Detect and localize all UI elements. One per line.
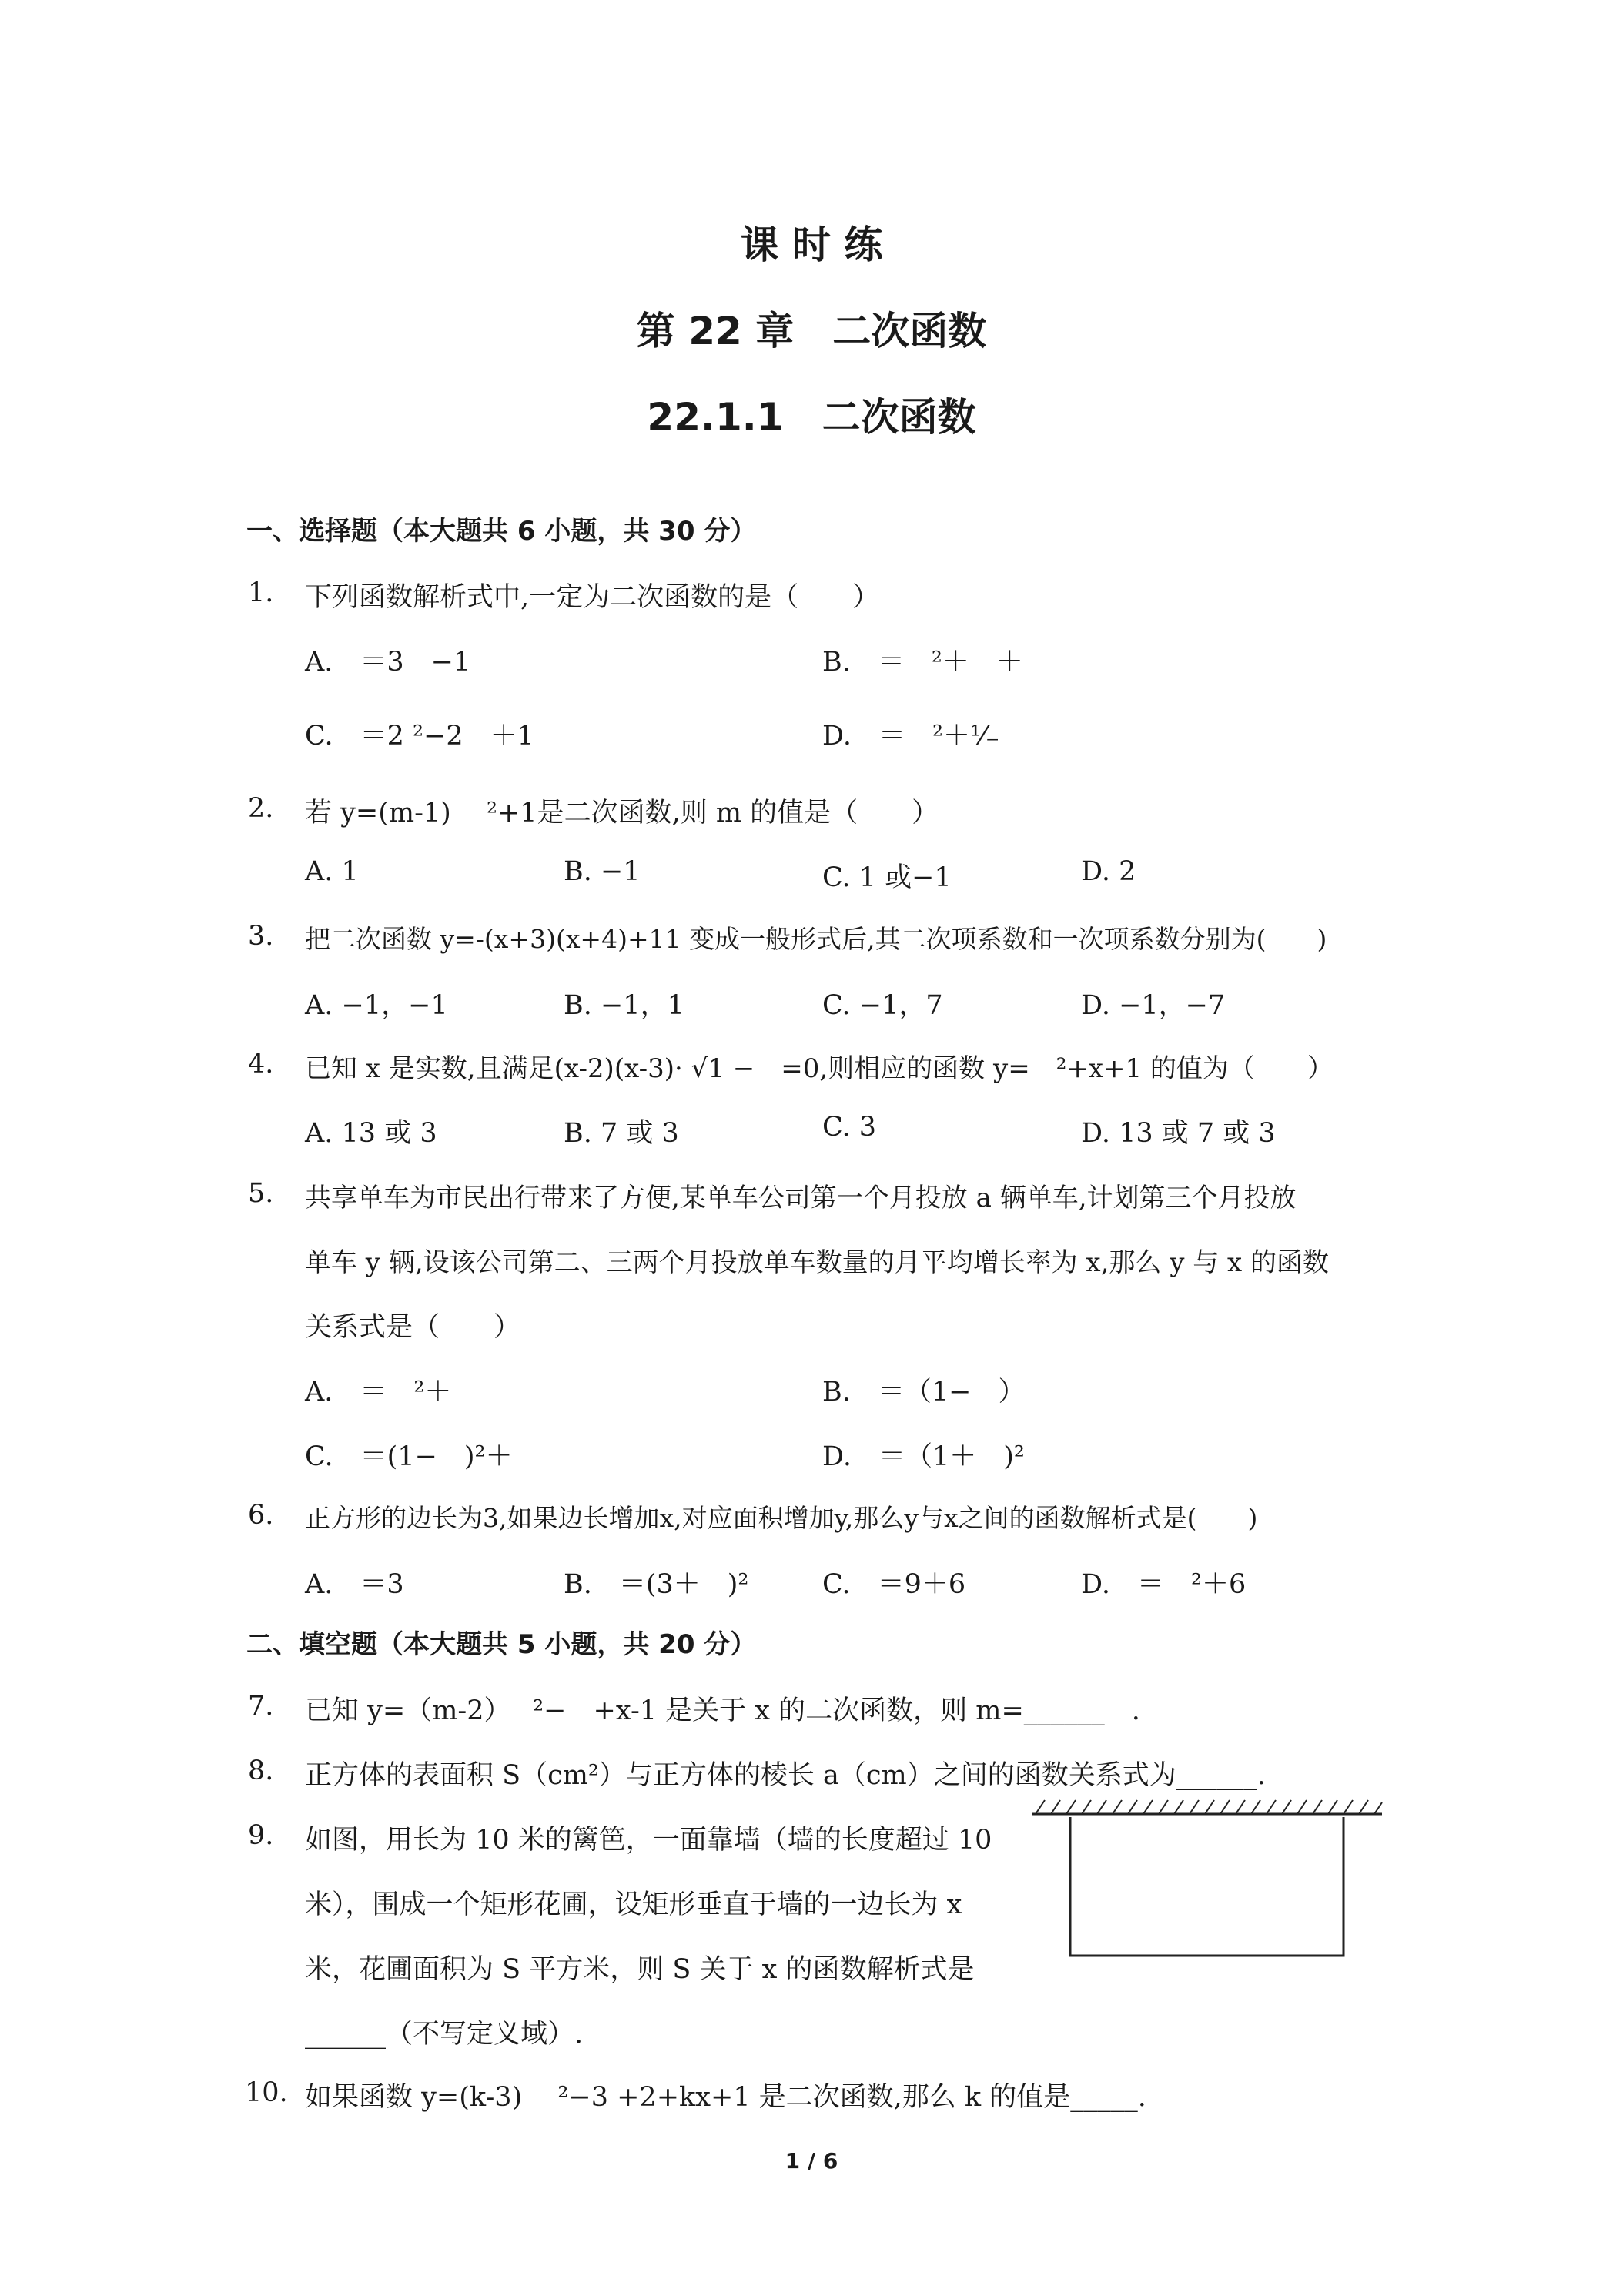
option-b: B. ＝(3＋ )²	[564, 1569, 749, 1600]
question-number: 3.	[248, 921, 274, 952]
fence-rectangle	[1070, 1817, 1344, 1956]
option-c: C. ＝9＋6	[822, 1569, 966, 1600]
question-number: 4.	[248, 1049, 274, 1079]
chapter-title: 第 22 章 二次函数	[636, 309, 987, 353]
option-c: C. −1，7	[822, 990, 943, 1021]
section-heading-fill: 二、填空题（本大题共 5 小题，共 20 分）	[246, 1629, 757, 1660]
question-text: 已知 y=（m-2） ²− +x-1 是关于 x 的二次函数，则 m=______ .	[305, 1695, 1140, 1726]
page-number: 1 / 6	[785, 2148, 838, 2174]
question-number: 10.	[245, 2077, 288, 2108]
option-c: C. ＝2 ²−2 ＋1	[305, 721, 534, 751]
option-a: A. ＝3 −1	[305, 647, 471, 678]
option-d: D. ＝ ²＋¹⁄₋	[822, 721, 1000, 751]
option-a: A. −1，−1	[305, 990, 448, 1021]
question-number: 1.	[248, 577, 274, 608]
option-a: A. ＝ ²＋	[305, 1377, 452, 1407]
option-c: C. 1 或−1	[822, 862, 952, 893]
section-title: 22.1.1 二次函数	[647, 395, 976, 440]
option-d: D. ＝ ²＋6	[1081, 1569, 1247, 1600]
option-b: B. ＝ ²＋ ＋	[822, 647, 1023, 678]
option-b: B. −1，1	[564, 990, 684, 1021]
option-a: A. 13 或 3	[305, 1118, 437, 1149]
question-text: 若 y=(m-1) ²+1是二次函数,则 m 的值是（ ）	[305, 798, 939, 828]
option-b: B. ＝（1− ）	[822, 1377, 1026, 1407]
option-d: D. −1，−7	[1081, 990, 1226, 1021]
option-c: C. 3	[822, 1112, 877, 1143]
wall-rectangle-figure	[1020, 1794, 1390, 1979]
option-a: A. ＝3	[305, 1569, 404, 1600]
question-number: 7.	[248, 1691, 274, 1722]
question-number: 6.	[248, 1500, 274, 1531]
option-b: B. 7 或 3	[564, 1118, 679, 1149]
option-c: C. ＝(1− )²＋	[305, 1441, 513, 1472]
option-d: D. ＝（1＋ )²	[822, 1441, 1025, 1472]
option-a: A. 1	[305, 856, 359, 887]
question-text-line: ______（不写定义域）.	[305, 2019, 584, 2050]
option-d: D. 13 或 7 或 3	[1081, 1118, 1276, 1149]
question-number: 8.	[248, 1755, 274, 1786]
option-b: B. −1	[564, 856, 641, 887]
question-number: 5.	[248, 1178, 274, 1209]
question-number: 9.	[248, 1820, 274, 1851]
question-text-line: 关系式是（ ）	[305, 1312, 521, 1343]
question-number: 2.	[248, 793, 274, 824]
wall-hatching	[1036, 1800, 1382, 1814]
question-text-line: 米），围成一个矩形花圃，设矩形垂直于墙的一边长为 x	[305, 1889, 962, 1920]
question-text-line: 共享单车为市民出行带来了方便,某单车公司第一个月投放 a 辆单车,计划第三个月投放	[305, 1183, 1297, 1213]
page-title: 课 时 练	[740, 223, 883, 267]
question-text-line: 米，花圃面积为 S 平方米，则 S 关于 x 的函数解析式是	[305, 1954, 975, 1985]
section-heading-choice: 一、选择题（本大题共 6 小题，共 30 分）	[246, 516, 757, 547]
question-text: 正方体的表面积 S（cm²）与正方体的棱长 a（cm）之间的函数关系式为______.	[305, 1760, 1266, 1791]
question-text: 把二次函数 y=-(x+3)(x+4)+11 变成一般形式后,其二次项系数和一次项系数分别为( )	[305, 924, 1327, 954]
question-text: 已知 x 是实数,且满足(x-2)(x-3)· √1 − =0,则相应的函数 y= ²+x+1 的值为（ ）	[305, 1053, 1334, 1084]
question-text: 下列函数解析式中,一定为二次函数的是（ ）	[305, 582, 880, 613]
question-text-line: 单车 y 辆,设该公司第二、三两个月投放单车数量的月平均增长率为 x,那么 y 与 x 的函数	[305, 1247, 1330, 1278]
option-d: D. 2	[1081, 856, 1136, 887]
question-text: 正方形的边长为3,如果边长增加x,对应面积增加y,那么y与x之间的函数解析式是( )	[305, 1503, 1258, 1533]
question-text-line: 如图，用长为 10 米的篱笆，一面靠墙（墙的长度超过 10	[305, 1825, 992, 1856]
question-text: 如果函数 y=(k-3) ²−3 +2+kx+1 是二次函数,那么 k 的值是_____.	[305, 2082, 1146, 2113]
